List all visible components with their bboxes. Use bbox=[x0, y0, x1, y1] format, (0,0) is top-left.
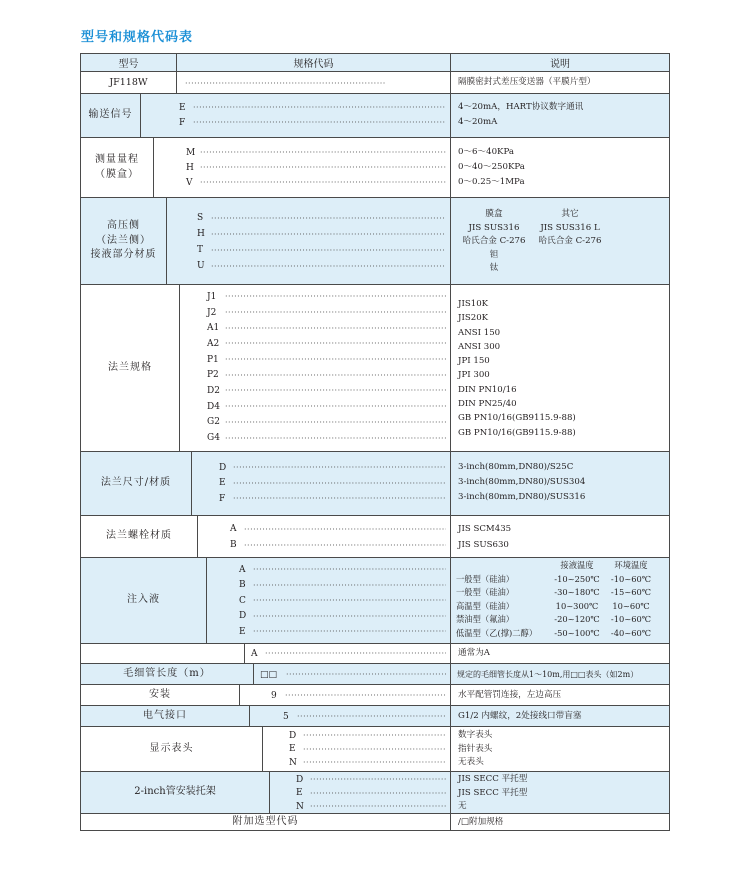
electric-code-cell bbox=[250, 706, 450, 726]
material-codes bbox=[167, 198, 450, 284]
code-a1: A1 bbox=[207, 323, 220, 334]
flange-desc-7: DIN PN10/16 bbox=[458, 384, 517, 395]
range-label-1: 测量量程 bbox=[95, 154, 139, 165]
model-label: JF118W bbox=[81, 72, 177, 93]
flange-size-desc-3: 3-inch(80mm,DN80)/SUS316 bbox=[458, 492, 586, 502]
row-bolt bbox=[81, 516, 669, 558]
display-desc bbox=[450, 727, 669, 771]
row-capillary bbox=[81, 664, 669, 685]
code-electric: 5 bbox=[283, 711, 289, 722]
material-label bbox=[81, 198, 167, 284]
display-desc-1: 数字表头 bbox=[458, 730, 493, 740]
code-bolt-a: A bbox=[230, 524, 237, 534]
model-desc-text: 隔膜密封式差压变送器（平膜片型） bbox=[458, 77, 596, 87]
flange-desc-6: JPI 300 bbox=[458, 370, 490, 381]
model-desc bbox=[450, 72, 669, 93]
range-desc bbox=[450, 138, 669, 197]
fill-desc-5c: -40~60℃ bbox=[610, 627, 652, 638]
table-header bbox=[81, 54, 669, 72]
spec-code-table bbox=[80, 53, 670, 831]
code-fs-f: F bbox=[219, 493, 226, 504]
code-br-e: E bbox=[296, 788, 303, 799]
page-title: 型号和规格代码表 bbox=[81, 30, 194, 45]
bolt-desc-1: JIS SCM435 bbox=[458, 524, 512, 534]
bracket-desc-2: JIS SECC 平托型 bbox=[458, 787, 528, 798]
code-e: E bbox=[179, 102, 186, 113]
material-head-1: 膜盒 bbox=[485, 209, 503, 219]
flange-desc-9: GB PN10/16(GB9115.9-88) bbox=[458, 413, 576, 424]
code-t: T bbox=[197, 245, 204, 255]
row-fill bbox=[81, 558, 669, 644]
material-desc bbox=[450, 198, 669, 284]
code-u: U bbox=[197, 261, 205, 271]
code-fill-b: B bbox=[239, 580, 246, 591]
material-desc-1a: JIS SUS316 bbox=[468, 222, 520, 233]
range-desc-3: 0～0.25～1MPa bbox=[458, 177, 525, 187]
install-code-cell bbox=[240, 685, 450, 705]
code-h: H bbox=[186, 162, 194, 173]
bracket-desc-1: JIS SECC 平托型 bbox=[458, 774, 528, 784]
flange-desc-10: GB PN10/16(GB9115.9-88) bbox=[458, 427, 576, 438]
code-capillary: □□ bbox=[260, 669, 278, 680]
code-p1: P1 bbox=[207, 354, 219, 365]
material-label-2: （法兰侧） bbox=[96, 234, 151, 246]
code-br-n: N bbox=[296, 801, 304, 812]
fill-desc bbox=[450, 558, 669, 643]
fill-desc-4c: -10~60℃ bbox=[610, 614, 652, 624]
output-desc-2: 4～20mA bbox=[458, 117, 498, 127]
flange-desc-1: JIS10K bbox=[458, 299, 489, 309]
bolt-desc bbox=[450, 516, 669, 557]
install-desc bbox=[450, 685, 669, 705]
code-m: M bbox=[186, 147, 196, 158]
range-label-2: （膜盒） bbox=[95, 168, 139, 180]
fill-desc-2a: 一般型（硅油） bbox=[456, 587, 515, 597]
row-install bbox=[81, 685, 669, 706]
material-desc-3a: 钽 bbox=[489, 249, 499, 260]
fill-desc-2b: -30~180℃ bbox=[554, 587, 600, 597]
capillary-desc-text: 规定的毛细管长度从1～10m,用□□表头（如2m） bbox=[457, 670, 639, 679]
flange-size-desc-1: 3-inch(80mm,DN80)/S25C bbox=[458, 462, 574, 472]
code-disp-n: N bbox=[289, 757, 297, 768]
electric-label: 电气接口 bbox=[81, 706, 250, 726]
bolt-codes bbox=[198, 516, 450, 557]
fill-desc-5b: -50~100℃ bbox=[554, 627, 600, 638]
output-desc-1: 4～20mA，HART协议数字通讯 bbox=[458, 102, 584, 112]
code-p2: P2 bbox=[207, 370, 219, 381]
code-fs-e: E bbox=[219, 478, 226, 489]
flange-desc-3: ANSI 150 bbox=[458, 327, 501, 338]
install-label: 安装 bbox=[81, 685, 240, 705]
flange-desc-8: DIN PN25/40 bbox=[458, 399, 517, 410]
flange-size-desc bbox=[450, 452, 669, 515]
code-disp-d: D bbox=[289, 730, 297, 741]
code-install: 9 bbox=[271, 690, 277, 701]
flange-desc-5: JPI 150 bbox=[458, 356, 490, 367]
output-label: 输送信号 bbox=[81, 94, 141, 137]
code-a2: A2 bbox=[207, 338, 220, 349]
range-desc-2: 0～40～250KPa bbox=[458, 162, 525, 172]
flange-size-codes bbox=[192, 452, 450, 515]
code-fill-c: C bbox=[239, 595, 246, 606]
code-j2: J2 bbox=[207, 307, 217, 318]
code-fill-d: D bbox=[239, 611, 247, 622]
material-desc-4b bbox=[535, 262, 605, 276]
display-label: 显示表头 bbox=[81, 727, 263, 771]
electric-desc-text: G1/2 内螺纹，2处接线口带盲塞 bbox=[458, 711, 582, 721]
capillary-label: 毛细管长度（m） bbox=[81, 664, 254, 684]
fill-desc-3b: 10~300℃ bbox=[555, 600, 599, 611]
extra-a-desc bbox=[450, 644, 669, 663]
fill-desc-3c: 10~60℃ bbox=[612, 600, 650, 611]
capillary-code-cell bbox=[254, 664, 450, 684]
code-bolt-b: B bbox=[230, 540, 237, 550]
code-d4: D4 bbox=[207, 401, 220, 412]
code-g2: G2 bbox=[207, 417, 220, 428]
output-codes bbox=[141, 94, 450, 137]
flange-desc-4: ANSI 300 bbox=[458, 341, 501, 352]
options-desc-text: /□附加规格 bbox=[458, 817, 504, 827]
material-label-3: 接液部分材质 bbox=[90, 249, 157, 261]
extra-a-empty bbox=[81, 644, 245, 663]
fill-head-2: 环境温度 bbox=[614, 560, 648, 570]
flange-size-desc-2: 3-inch(80mm,DN80)/SUS304 bbox=[458, 477, 586, 487]
header-code: 规格代码 bbox=[293, 59, 334, 70]
code-br-d: D bbox=[296, 774, 304, 785]
row-output bbox=[81, 94, 669, 138]
fill-desc-5a: 低温型（乙(撑)二醇） bbox=[456, 627, 538, 638]
model-code-cell bbox=[177, 72, 450, 93]
code-disp-e: E bbox=[289, 744, 296, 755]
code-j1: J1 bbox=[207, 291, 217, 302]
flange-desc bbox=[450, 285, 669, 451]
material-desc-2a: 哈氏合金 C-276 bbox=[462, 236, 526, 246]
bracket-desc-3: 无 bbox=[458, 801, 467, 811]
fill-desc-4b: -20~120℃ bbox=[554, 614, 600, 624]
fill-label: 注入液 bbox=[81, 558, 207, 643]
material-desc-4a: 钛 bbox=[489, 263, 499, 273]
code-v: V bbox=[186, 177, 193, 188]
output-desc bbox=[450, 94, 669, 137]
row-options bbox=[81, 814, 669, 830]
row-electric bbox=[81, 706, 669, 727]
fill-desc-4a: 禁油型（氟油） bbox=[456, 614, 515, 624]
flange-label: 法兰规格 bbox=[81, 285, 180, 451]
bracket-label: 2-inch管安装托架 bbox=[81, 772, 270, 813]
capillary-desc bbox=[450, 664, 669, 684]
fill-desc-1b: -10~250℃ bbox=[554, 573, 600, 584]
code-fs-d: D bbox=[219, 462, 227, 473]
code-g4: G4 bbox=[207, 433, 220, 444]
fill-desc-1a: 一般型（硅油） bbox=[456, 573, 515, 584]
electric-desc bbox=[450, 706, 669, 726]
options-desc bbox=[450, 814, 669, 830]
bracket-codes bbox=[270, 772, 450, 813]
display-codes bbox=[263, 727, 450, 771]
range-label bbox=[81, 138, 154, 197]
row-flange-size bbox=[81, 452, 669, 516]
fill-codes bbox=[207, 558, 450, 643]
options-label: 附加选型代码 bbox=[232, 815, 299, 827]
code-fill-a: A bbox=[239, 564, 246, 575]
material-desc-2b: 哈氏合金 C-276 bbox=[538, 236, 602, 246]
row-range bbox=[81, 138, 669, 198]
material-head-2: 其它 bbox=[561, 209, 579, 219]
fill-desc-3a: 高温型（硅油） bbox=[456, 600, 515, 611]
fill-desc-1c: -10~60℃ bbox=[610, 573, 652, 584]
header-desc: 说明 bbox=[450, 54, 669, 71]
fill-head-1: 接液温度 bbox=[560, 560, 594, 570]
header-model: 型号 bbox=[81, 54, 177, 71]
code-h2: H bbox=[197, 229, 205, 239]
fill-desc-2c: -15~60℃ bbox=[610, 587, 652, 597]
range-codes bbox=[154, 138, 450, 197]
row-bracket bbox=[81, 772, 669, 814]
row-material bbox=[81, 198, 669, 285]
code-d2: D2 bbox=[207, 385, 220, 396]
code-extra-a: A bbox=[251, 648, 258, 659]
flange-codes bbox=[180, 285, 450, 451]
display-desc-3: 无表头 bbox=[458, 757, 484, 767]
material-desc-1b: JIS SUS316 L bbox=[540, 222, 600, 233]
code-fill-e: E bbox=[239, 626, 246, 637]
extra-a-desc-text: 通常为A bbox=[458, 648, 490, 658]
row-display bbox=[81, 727, 669, 772]
display-desc-2: 指针表头 bbox=[458, 743, 493, 754]
row-model bbox=[81, 72, 669, 94]
row-extra-a bbox=[81, 644, 669, 664]
material-desc-3b bbox=[535, 249, 605, 263]
flange-size-label: 法兰尺寸/材质 bbox=[81, 452, 192, 515]
code-f: F bbox=[179, 117, 186, 128]
bracket-desc bbox=[450, 772, 669, 813]
bolt-desc-2: JIS SUS630 bbox=[458, 540, 509, 550]
row-flange bbox=[81, 285, 669, 452]
material-label-1: 高压侧 bbox=[107, 220, 140, 232]
extra-a-code-cell bbox=[245, 644, 450, 663]
install-desc-text: 水平配管罚连接，左边高压 bbox=[458, 690, 562, 700]
range-desc-1: 0～6～40KPa bbox=[458, 147, 514, 157]
flange-desc-2: JIS20K bbox=[458, 313, 489, 324]
code-s: S bbox=[197, 213, 204, 223]
bolt-label: 法兰螺栓材质 bbox=[81, 516, 198, 557]
